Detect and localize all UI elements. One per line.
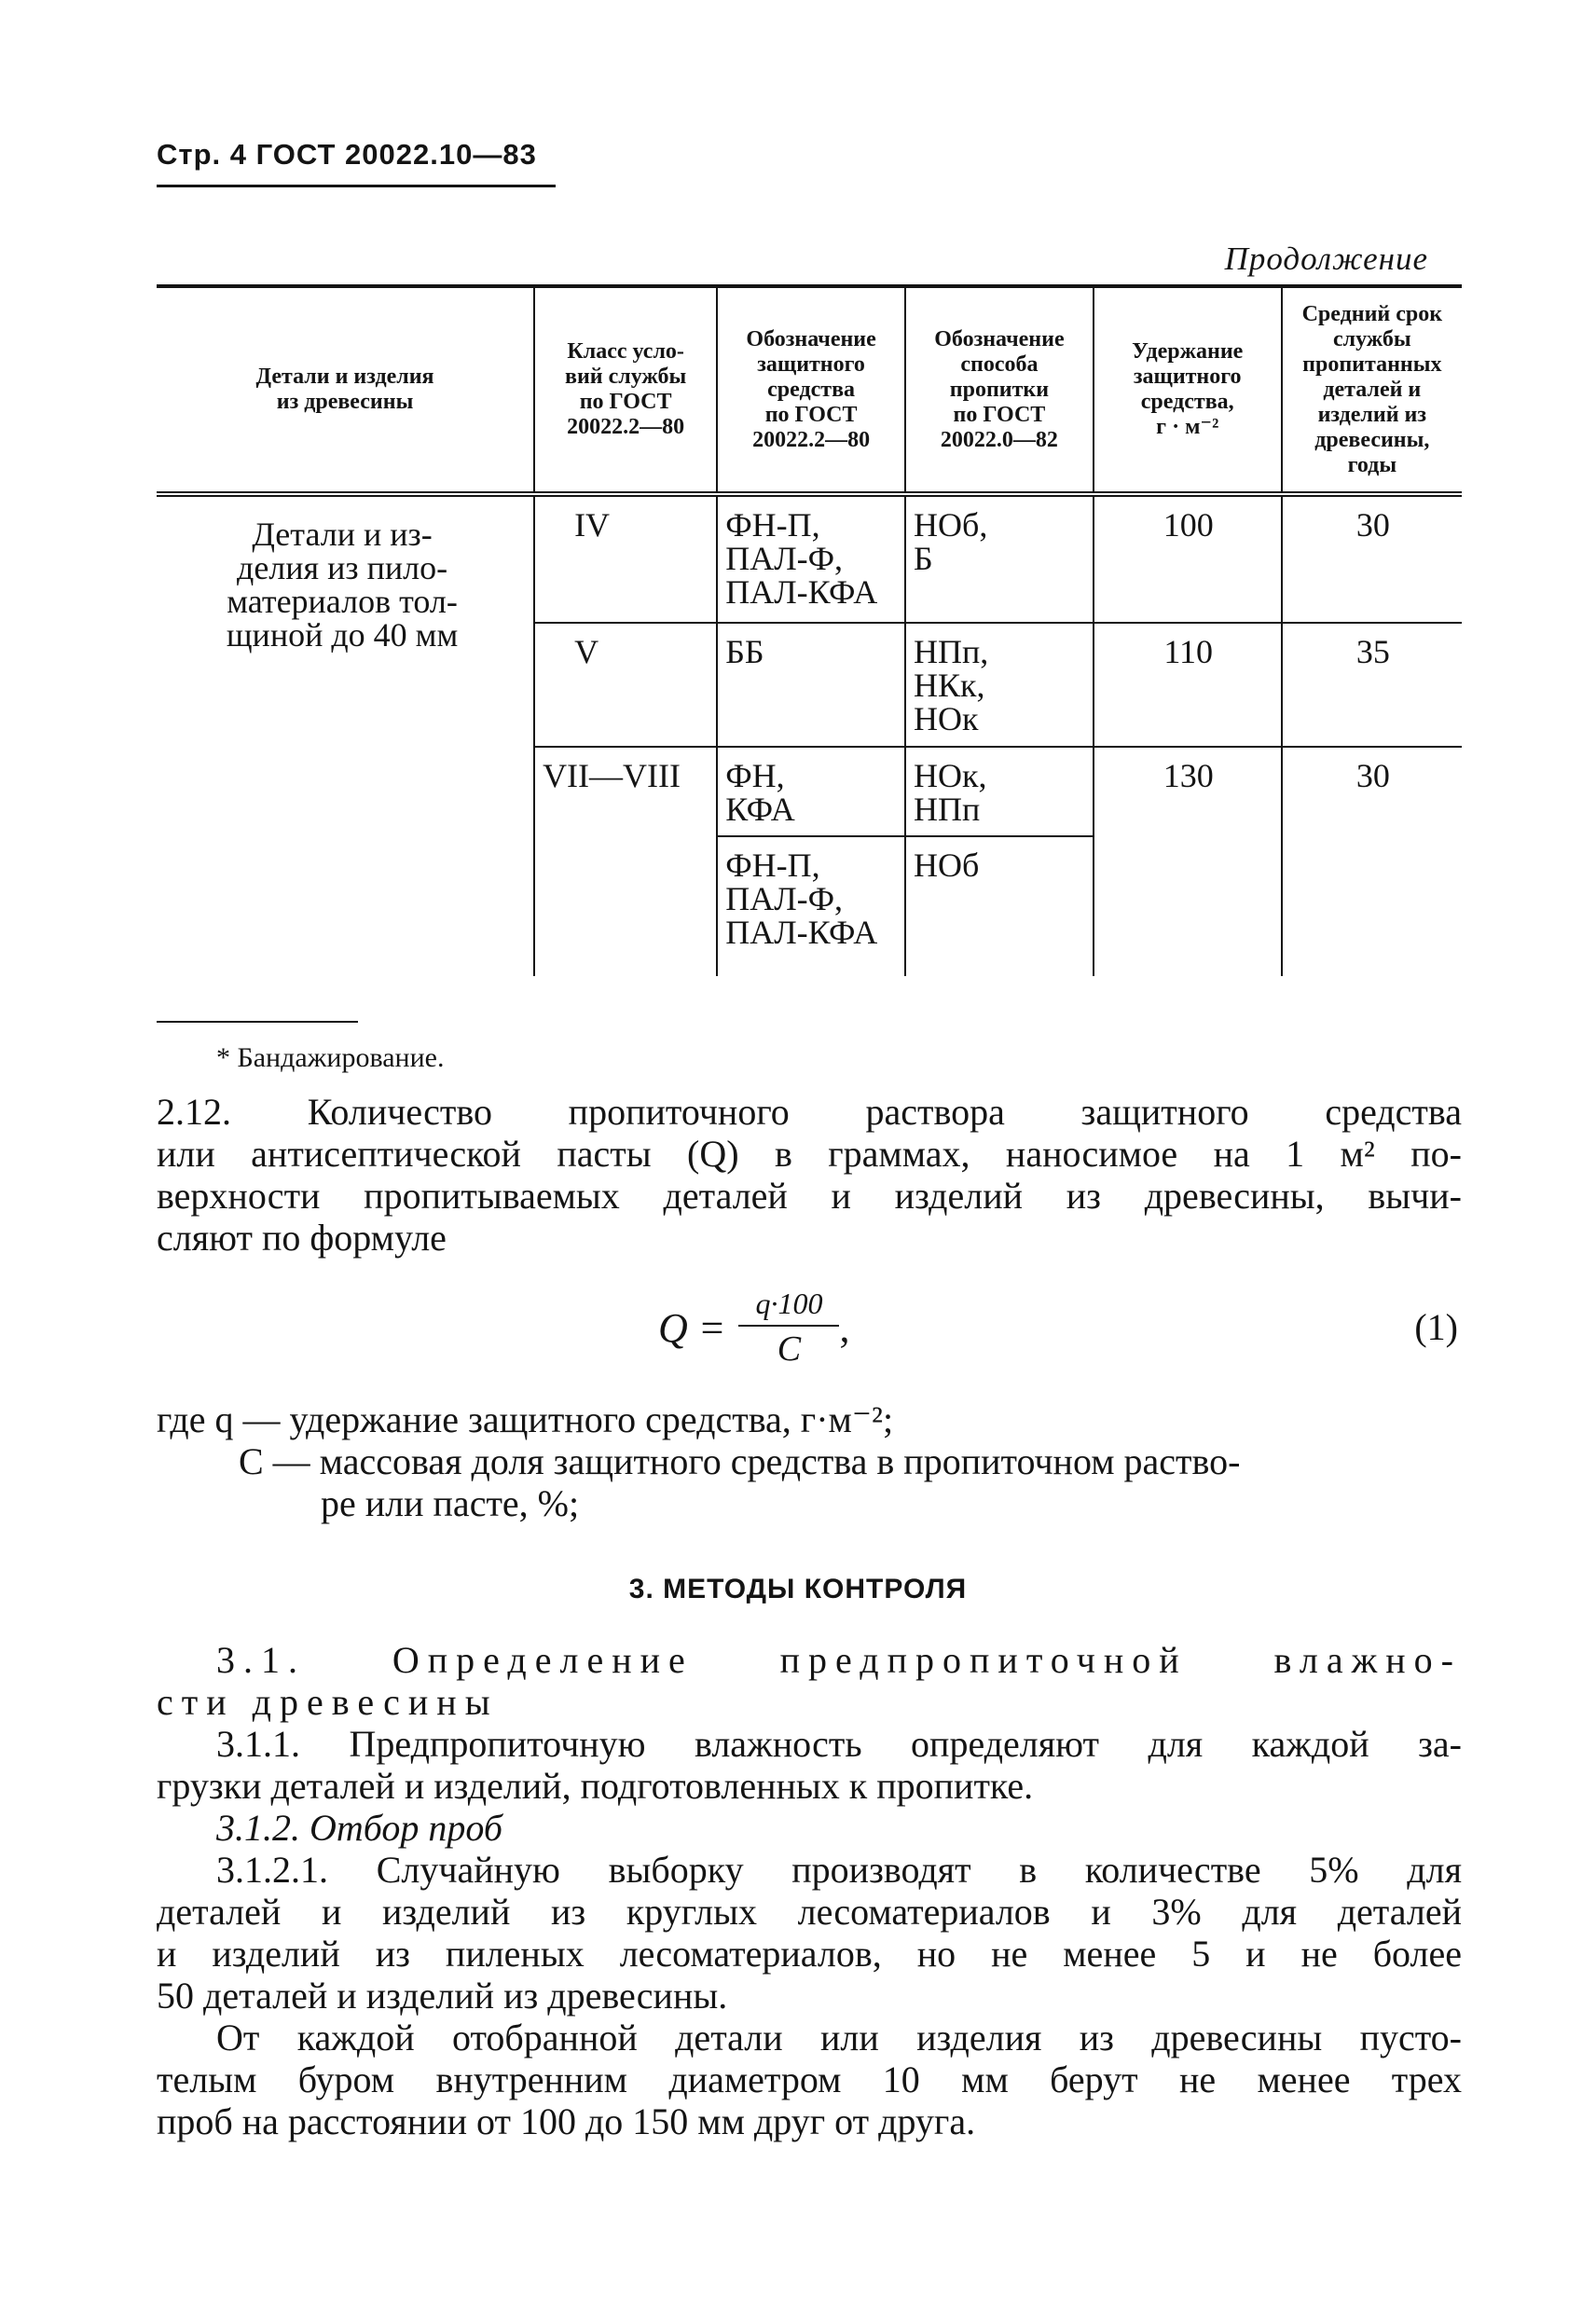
text-line: От каждой отобранной детали или изделия из древесины пусто- xyxy=(216,2017,1462,2058)
formula-1 xyxy=(658,1287,849,1370)
formula-lhs: Q = xyxy=(658,1305,726,1351)
class-cell: VII—VIII xyxy=(534,747,717,976)
text-line: 2.12. Количество пропиточного раствора защитного средства xyxy=(157,1091,1462,1133)
agent-cell: ФН-П, ПАЛ-Ф, ПАЛ-КФА xyxy=(717,494,905,623)
method-cell: НПп, НКк, НОк xyxy=(905,623,1094,747)
col-header-parts: Детали и изделия из древесины xyxy=(157,286,534,494)
text-line: грузки деталей и изделий, подготовленных к пропитке. xyxy=(157,1765,1034,1807)
agent-cell: ББ xyxy=(717,623,905,747)
col-header-method: Обозначение способа пропитки по ГОСТ 20022.0—82 xyxy=(905,286,1094,494)
wood-treatment-table xyxy=(157,284,1462,976)
definition-c: C — массовая доля защитного средства в пропиточном раство- xyxy=(239,1440,1241,1482)
formula-comma: , xyxy=(839,1305,850,1351)
formula-denominator: C xyxy=(777,1329,802,1369)
text-line: проб на расстоянии от 100 до 150 мм друг от друга. xyxy=(157,2100,976,2142)
page-header: Стр. 4 ГОСТ 20022.10—83 xyxy=(157,138,537,171)
equation-number: (1) xyxy=(1414,1306,1458,1348)
paragraph-2-12 xyxy=(157,1091,1462,1259)
definition-q: где q — удержание защитного средства, г·м⁻²; xyxy=(157,1398,894,1440)
definition-c-cont: ре или пасте, %; xyxy=(321,1482,580,1524)
footnote: * Бандажирование. xyxy=(216,1042,445,1073)
table-row xyxy=(157,494,1462,623)
text-line: или антисептической пасты (Q) в граммах, наносимое на 1 м² по- xyxy=(157,1133,1462,1175)
method-cell: НОб, Б xyxy=(905,494,1094,623)
section-title: 3. МЕТОДЫ КОНТРОЛЯ xyxy=(628,1574,968,1604)
col-header-service-class: Класс усло- вий службы по ГОСТ 20022.2—80 xyxy=(534,286,717,494)
formula-definitions xyxy=(157,1398,1240,1524)
service-life-cell: 35 xyxy=(1282,623,1462,747)
text-line: 50 деталей и изделий из древесины. xyxy=(157,1975,728,2017)
table-continuation-label: Продолжение xyxy=(1224,241,1428,277)
col-header-service-life: Средний срок службы пропитанных деталей и изделий из древесины, годы xyxy=(1282,286,1462,494)
section-3-body xyxy=(157,1639,1462,2142)
col-header-agent: Обозначение защитного средства по ГОСТ 20022.2—80 xyxy=(717,286,905,494)
text-line: 3.1.2.1. Случайную выборку производят в количестве 5% для xyxy=(216,1849,1462,1891)
retention-cell: 130 xyxy=(1094,747,1282,976)
col-header-retention: Удержание защитного средства, г · м⁻² xyxy=(1094,286,1282,494)
footnote-rule xyxy=(157,1021,358,1023)
class-cell: V xyxy=(534,623,717,747)
header-rule xyxy=(157,185,556,187)
text-line: сти древесины xyxy=(157,1681,499,1723)
text-line: телым буром внутренним диаметром 10 мм берут не менее трех xyxy=(157,2058,1462,2100)
agent-cell: ФН-П, ПАЛ-Ф, ПАЛ-КФА xyxy=(717,836,905,976)
agent-cell: ФН, КФА xyxy=(717,747,905,836)
text-line: 3.1. Определение предпропиточной влажно- xyxy=(216,1639,1462,1681)
group-label-cell: Детали и из- делия из пило- материалов тол- щиной до 40 мм xyxy=(226,516,459,654)
text-line: сляют по формуле xyxy=(157,1217,447,1259)
table-header-row xyxy=(157,286,1462,494)
text-line: деталей и изделий из круглых лесоматериалов и 3% для деталей xyxy=(157,1891,1462,1933)
text-line: 3.1.1. Предпропиточную влажность определяют для каждой за- xyxy=(216,1723,1462,1765)
method-cell: НОб xyxy=(905,836,1094,976)
formula-fraction xyxy=(738,1287,839,1370)
class-cell: IV xyxy=(534,494,717,623)
text-line: 3.1.2. Отбор проб xyxy=(216,1807,502,1849)
service-life-cell: 30 xyxy=(1282,747,1462,976)
formula-numerator: q·100 xyxy=(738,1287,839,1327)
method-cell: НОк, НПп xyxy=(905,747,1094,836)
service-life-cell: 30 xyxy=(1282,494,1462,623)
text-line: и изделий из пиленых лесоматериалов, но не менее 5 и не более xyxy=(157,1933,1462,1975)
retention-cell: 110 xyxy=(1094,623,1282,747)
text-line: верхности пропитываемых деталей и изделий из древесины, вычи- xyxy=(157,1175,1462,1217)
retention-cell: 100 xyxy=(1094,494,1282,623)
